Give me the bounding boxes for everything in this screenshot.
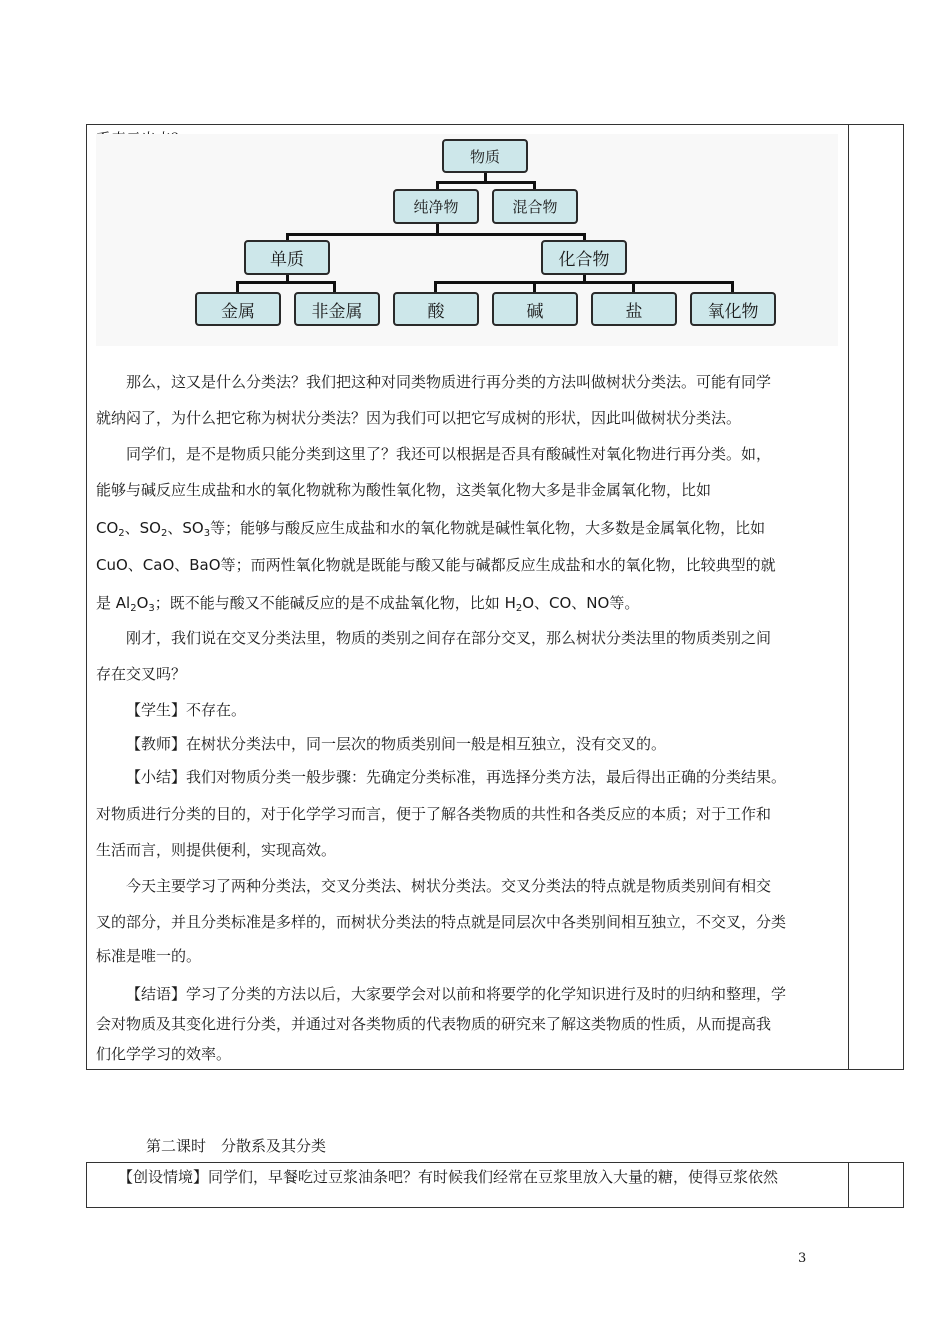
paragraph-line: 同学们，是不是物质只能分类到这里了？我还可以根据是否具有酸碱性对氧化物进行再分类。如， bbox=[126, 445, 772, 463]
paragraph-line: 【小结】我们对物质分类一般步骤：先确定分类标准，再选择分类方法，最后得出正确的分类结果。 bbox=[126, 768, 787, 786]
paragraph-line: 【学生】不存在。 bbox=[126, 701, 247, 719]
node-metal: 金属 bbox=[195, 292, 281, 326]
connector bbox=[236, 281, 336, 284]
paragraph-line: 们化学学习的效率。 bbox=[96, 1045, 232, 1063]
table-divider bbox=[848, 125, 849, 1069]
node-nonmetal: 非金属 bbox=[294, 292, 380, 326]
node-base: 碱 bbox=[492, 292, 578, 326]
paragraph-line-formula: 是 $Al_2O_3$；既不能与酸又不能碱反应的是不成盐氧化物，比如 $H_2O$、CO、NO等。 bbox=[96, 594, 640, 614]
page-number: 3 bbox=[798, 1251, 807, 1266]
paragraph-line: 就纳闷了，为什么把它称为树状分类法？因为我们可以把它写成树的形状，因此叫做树状分类法。 bbox=[96, 409, 742, 427]
connector bbox=[286, 233, 586, 236]
paragraph-line: 对物质进行分类的目的，对于化学学习而言，便于了解各类物质的共性和各类反应的本质；对于工作和 bbox=[96, 805, 772, 823]
paragraph-line: 那么，这又是什么分类法？我们把这种对同类物质进行再分类的方法叫做树状分类法。可能有同学 bbox=[126, 373, 772, 391]
paragraph-line: 【教师】在树状分类法中，同一层次的物质类别间一般是相互独立，没有交叉的。 bbox=[126, 735, 667, 753]
node-element-substance: 单质 bbox=[244, 240, 330, 275]
paragraph-line: 标准是唯一的。 bbox=[96, 947, 202, 965]
classification-tree-diagram bbox=[96, 134, 838, 346]
connector bbox=[434, 281, 734, 284]
paragraph-line: 生活而言，则提供便利，实现高效。 bbox=[96, 841, 337, 859]
paragraph-line-formula: CuO、CaO、BaO等；而两性氧化物就是既能与酸又能与碱都反应生成盐和水的氧化物，比较典型的就 bbox=[96, 556, 776, 574]
connector bbox=[436, 181, 439, 189]
paragraph-line: 今天主要学习了两种分类法，交叉分类法、树状分类法。交叉分类法的特点就是物质类别间有相交 bbox=[126, 877, 772, 895]
scenario-text: 【创设情境】同学们，早餐吃过豆浆油条吧？有时候我们经常在豆浆里放入大量的糖，使得豆浆依然 bbox=[118, 1168, 779, 1186]
paragraph-line-formula: $CO_2$、$SO_2$、$SO_3$等；能够与酸反应生成盐和水的氧化物就是碱性氧化物，大多数是金属氧化物，比如 bbox=[96, 519, 766, 539]
node-substance: 物质 bbox=[442, 139, 528, 173]
paragraph-line: 能够与碱反应生成盐和水的氧化物就称为酸性氧化物，这类氧化物大多是非金属氧化物，比如 bbox=[96, 481, 712, 499]
node-oxide: 氧化物 bbox=[690, 292, 776, 326]
paragraph-line: 会对物质及其变化进行分类，并通过对各类物质的代表物质的研究来了解这类物质的性质，从而提高我 bbox=[96, 1015, 772, 1033]
paragraph-line: 刚才，我们说在交叉分类法里，物质的类别之间存在部分交叉，那么树状分类法里的物质类别之间 bbox=[126, 629, 772, 647]
paragraph-line: 【结语】学习了分类的方法以后，大家要学会对以前和将要学的化学知识进行及时的归纳和整理，学 bbox=[126, 985, 787, 1003]
connector bbox=[436, 181, 536, 184]
paragraph-line: 叉的部分，并且分类标准是多样的，而树状分类法的特点就是同层次中各类别间相互独立，不交叉，分类 bbox=[96, 913, 787, 931]
node-compound: 化合物 bbox=[541, 240, 627, 275]
node-acid: 酸 bbox=[393, 292, 479, 326]
section-title: 第二课时 分散系及其分类 bbox=[146, 1137, 327, 1155]
node-mixture: 混合物 bbox=[492, 189, 578, 224]
paragraph-line: 存在交叉吗？ bbox=[96, 665, 187, 683]
connector bbox=[533, 181, 536, 189]
node-salt: 盐 bbox=[591, 292, 677, 326]
node-pure-substance: 纯净物 bbox=[393, 189, 479, 224]
